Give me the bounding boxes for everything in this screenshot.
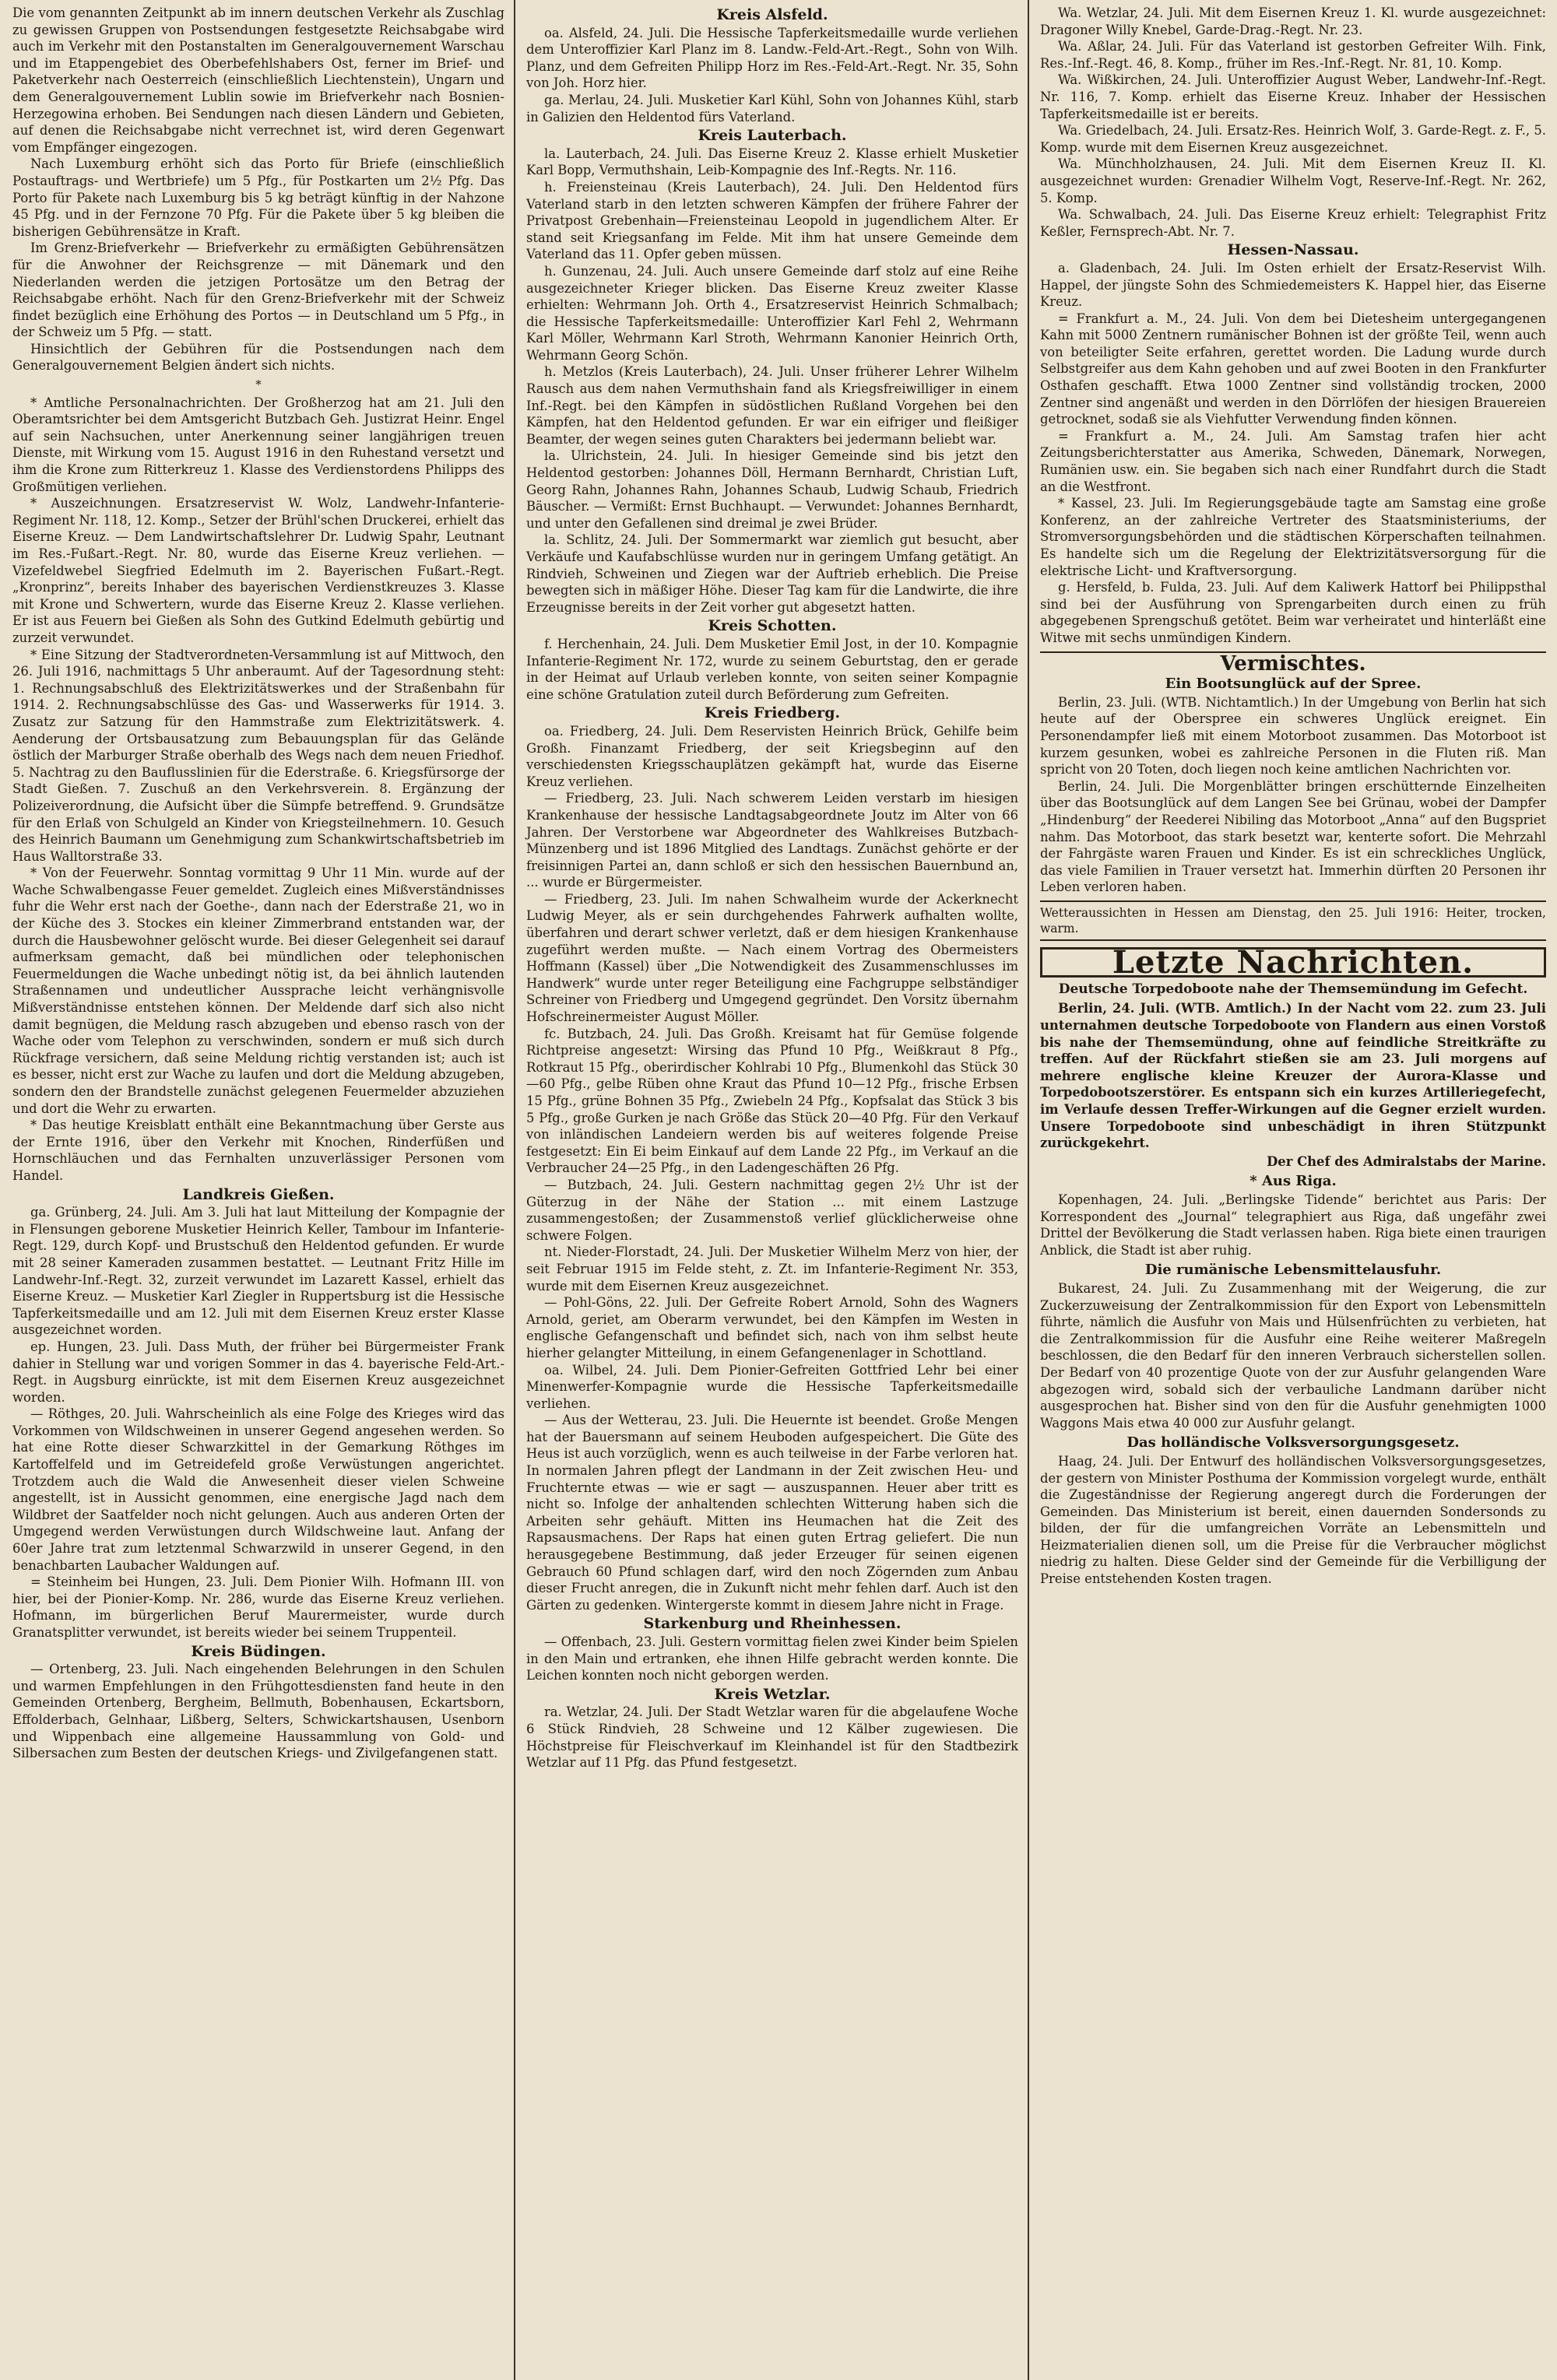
article-paragraph: Die vom genannten Zeitpunkt ab im innern deutschen Verkehr als Zuschlag zu gewissen Gruppen von Postsendungen festgesetzte Reichsabgabe wird auch im Verkehr mit den Postanstalten im Generalgouvernement Warschau und im Etappengebiet des Oberbefehlshabers Ost, ferner im Brief- und Paketverkehr nach Oesterreich (einschließlich Liechtenstein), Ungarn und dem Generalgouvernement Lublin sowie im Briefverkehr nach Bosnien-Herzegowina erhoben. Bei Sendungen nach diesen Ländern und Gebieten, auf denen die Reichsabgabe nicht verrechnet ist, wird deren Gegenwart vom Empfänger eingezogen.: [12, 5, 504, 155]
article-paragraph: a. Gladenbach, 24. Juli. Im Osten erhielt der Ersatz-Reservist Wilh. Happel, der jüngste Sohn des Schmiedemeisters K. Happel hier, das Eiserne Kreuz.: [1040, 260, 1546, 310]
column-rule: [1028, 0, 1029, 2380]
article-paragraph: h. Gunzenau, 24. Juli. Auch unsere Gemeinde darf stolz auf eine Reihe ausgezeichneter Krieger blicken. Das Eiserne Kreuz zweiter Klasse erhielten: Wehrmann Joh. Orth 4., Ersatzreservist Heinrich Schmalbach; die Hessische Tapferkeitsmedaille: Unteroffizier Karl Fehl 2, Wehrmann Karl Möller, Wehrmann Karl Stroth, Wehrmann Kanonier Heinrich Orth, Wehrmann Georg Schön.: [526, 263, 1018, 363]
column-2: [518, 0, 1026, 2380]
column-3: [1032, 0, 1552, 2380]
article-paragraph: la. Ulrichstein, 24. Juli. In hiesiger Gemeinde sind bis jetzt den Heldentod gestorben: Johannes Döll, Hermann Bernhardt, Christian Luft, Georg Rahn, Johannes Rahn, Johannes Schaub, Ludwig Schaub, Friedrich Bäuscher. — Vermißt: Ernst Buchhaupt. — Verwundet: Johannes Bernhardt, und unter den Gefallenen sind dreimal je zwei Brüder.: [526, 448, 1018, 531]
column-rule: [514, 0, 515, 2380]
article-paragraph: Bukarest, 24. Juli. Zu Zusammenhang mit der Weigerung, die zur Zuckerzuweisung der Zentralkommission für den Export von Lebensmitteln führte, nämlich die Ausfuhr von Mais und Hülsenfrüchten zu verbieten, hat die Zentralkommission für die Ausfuhr eine Reihe weiterer Maßregeln beschlossen, die den Bedarf für den inneren Verbrauch sicherstellen sollen. Der Bedarf von 40 prozentige Quote von der zur Ausfuhr gelangenden Ware abgezogen wird, sobald sich der verbauliche Landmann darüber nicht ausgesprochen hat. Bisher sind von den für die Ausfuhr genehmigten 1000 Waggons Mais etwa 40 000 zur Ausfuhr gelangt.: [1040, 1280, 1546, 1430]
article-paragraph: oa. Wilbel, 24. Juli. Dem Pionier-Gefreiten Gottfried Lehr bei einer Minenwerfer-Kompagnie wurde die Hessische Tapferkeitsmedaille verliehen.: [526, 1362, 1018, 1411]
article-paragraph: Haag, 24. Juli. Der Entwurf des holländischen Volksversorgungsgesetzes, der gestern von Minister Posthuma der Kommission vorgelegt wurde, enthält die Zugeständnisse der Regierung angeregt durch die Forderungen der Gemeinden. Das Ministerium ist bereit, einen dauernden Sondersonds zu bilden, der für die umfangreichen Vorräte an Lebensmitteln und Heizmaterialien dienen soll, um die Preise für die Verbraucher möglichst niedrig zu halten. Diese Gelder sind der Gemeinde für die Verbilligung der Preise entstehenden Kosten tragen.: [1040, 1453, 1546, 1587]
section-heading: Kreis Büdingen.: [191, 1642, 326, 1660]
article-paragraph: h. Metzlos (Kreis Lauterbach), 24. Juli. Unser früherer Lehrer Wilhelm Rausch aus dem nahen Vermuthshain fand als Kriegsfreiwilliger in einem Inf.-Regt. bei den Kämpfen in südöstlichen Rußland Vorgehen bei den Kämpfen, hat den Heldentod gefunden. Er war ein eifriger und fleißiger Beamter, der wegen seines guten Charakters bei jedermann beliebt war.: [526, 364, 1018, 447]
article-paragraph: oa. Alsfeld, 24. Juli. Die Hessische Tapferkeitsmedaille wurde verliehen dem Unteroffizier Karl Planz im 8. Landw.-Feld-Art.-Regt., Sohn von Wilh. Planz, und dem Gefreiten Philipp Horz im Res.-Feld-Art.-Regt. Nr. 35, Sohn von Joh. Horz hier.: [526, 25, 1018, 91]
subheading: * Aus Riga.: [1249, 1173, 1337, 1190]
article-paragraph: = Steinheim bei Hungen, 23. Juli. Dem Pionier Wilh. Hofmann III. von hier, bei der Pionier-Komp. Nr. 286, wurde das Eiserne Kreuz verliehen. Hofmann, im bürgerlichen Beruf Maurermeister, wurde durch Granatsplitter verwundet, ist bereits wieder bei seinem Truppenteil.: [12, 1574, 504, 1640]
latest-news-subheading: Deutsche Torpedoboote nahe der Themsemündung im Gefecht.: [1058, 981, 1528, 998]
article-paragraph: — Aus der Wetterau, 23. Juli. Die Heuernte ist beendet. Große Mengen hat der Bauersmann auf seinem Heuboden aufgespeichert. Die Güte des Heus ist auch vorzüglich, wenn es auch teilweise in der Farbe verloren hat. In normalen Jahren pflegt der Landmann in der Zeit zwischen Heu- und Fruchternte etwas — wie er sagt — auszuspannen. Heuer aber tritt es nicht so. Infolge der anhaltenden schlechten Witterung haben sich die Arbeiten sehr gehäuft. Mitten ins Heumachen hat die Zeit des Rapsausmachens. Der Raps hat einen guten Ertrag geliefert. Die nun herausgegebene Bestimmung, daß jeder Erzeuger für seinen eigenen Gebrauch 60 Pfund schlagen darf, wird den noch Zögernden zum Anbau dieser Frucht anregen, die in Zukunft nicht mehr fehlen darf. Auch ist den Gärten zu gedenken. Wintergerste kommt in diesem Jahre nicht in Frage.: [526, 1413, 1018, 1613]
section-heading: Kreis Friedberg.: [704, 704, 841, 722]
article-paragraph: nt. Nieder-Florstadt, 24. Juli. Der Musketier Wilhelm Merz von hier, der seit Februar 1915 im Felde steht, z. Zt. im Infanterie-Regiment Nr. 353, wurde mit dem Eisernen Kreuz ausgezeichnet.: [526, 1244, 1018, 1294]
article-paragraph: — Ortenberg, 23. Juli. Nach eingehenden Belehrungen in den Schulen und warmen Empfehlungen in den Frühgottesdiensten fand heute in den Gemeinden Ortenberg, Bergheim, Bellmuth, Bobenhausen, Eckartsborn, Effolderbach, Gelnhaar, Lißberg, Selters, Schwickartshausen, Usenborn und Wippenbach eine allgemeine Haussammlung von Gold- und Silbersachen zum Besten der deutschen Kriegs- und Zivilgefangenen statt.: [12, 1662, 504, 1761]
section-heading: Hessen-Nassau.: [1227, 241, 1359, 259]
article-paragraph: oa. Friedberg, 24. Juli. Dem Reservisten Heinrich Brück, Gehilfe beim Großh. Finanzamt Friedberg, der seit Kriegsbeginn auf den verschiedensten Kriegsschauplätzen gekämpft hat, wurde das Eiserne Kreuz verliehen.: [526, 723, 1018, 789]
article-paragraph: Berlin, 24. Juli. (WTB. Amtlich.) In der Nacht vom 22. zum 23. Juli unternahmen deutsche Torpedoboote von Flandern aus einen Vorstoß bis nahe der Themsemündung, ohne auf feindliche Streitkräfte zu treffen. Auf der Rückfahrt stießen sie am 23. Juli morgens auf mehrere englische kleine Kreuzer der Aurora-Klasse und Torpedobootszerstörer. Es entspann sich ein kurzes Artilleriegefecht, im Verlaufe dessen Treffer-Wirkungen auf die Gegner erzielt wurden. Unsere Torpedoboote sind unbeschädigt in ihren Stützpunkt zurückgekehrt.: [1040, 1001, 1546, 1151]
latest-news-title: Letzte Nachrichten.: [1040, 947, 1546, 978]
weather-forecast: Wetteraussichten in Hessen am Dienstag, den 25. Juli 1916: Heiter, trocken, warm.: [1040, 900, 1546, 941]
article-paragraph: Hinsichtlich der Gebühren für die Postsendungen nach dem Generalgouvernement Belgien ändert sich nichts.: [12, 341, 504, 374]
article-paragraph: Wa. Schwalbach, 24. Juli. Das Eiserne Kreuz erhielt: Telegraphist Fritz Keßler, Fernsprech-Abt. Nr. 7.: [1040, 207, 1546, 239]
article-paragraph: la. Schlitz, 24. Juli. Der Sommermarkt war ziemlich gut besucht, aber Verkäufe und Kaufabschlüsse wurden nur in geringem Umfang getätigt. An Rindvieh, Schweinen und Ziegen war der Auftrieb erheblich. Die Preise bewegten sich in mäßiger Höhe. Dieser Tag kam für die Landwirte, die ihre Erzeugnisse bereits in der Zeit vorher gut abgesetzt hatten.: [526, 532, 1018, 615]
article-paragraph: * Eine Sitzung der Stadtverordneten-Versammlung ist auf Mittwoch, den 26. Juli 1916, nachmittags 5 Uhr anberaumt. Auf der Tagesordnung steht: 1. Rechnungsabschluß des Elektrizitätswerkes und der Straßenbahn für 1914. 2. Rechnungsabschlüsse des Gas- und Wasserwerks für 1914. 3. Zusatz zur Satzung für den Hammstraße zum Elektrizitätswerk. 4. Aenderung der Ortsbausatzung zum Bebauungsplan für das Gelände östlich der Marburger Straße oberhalb des Wegs nach dem neuen Friedhof. 5. Nachtrag zu den Bauflusslinien für die Ederstraße. 6. Kriegsfürsorge der Stadt Gießen. 7. Zuschuß an den Verkehrsverein. 8. Ergänzung der Polizeiverordnung, die Aufsicht über die Sümpfe betreffend. 9. Grundsätze für den Erlaß von Schulgeld an Kinder von Kriegsteilnehmern. 10. Gesuch des Heinrich Baumann um Genehmigung zum Schankwirtschaftsbetrieb im Haus Walltorstraße 33.: [12, 647, 504, 864]
article-paragraph: la. Lauterbach, 24. Juli. Das Eiserne Kreuz 2. Klasse erhielt Musketier Karl Bopp, Vermuthshain, Leib-Kompagnie des Inf.-Regts. Nr. 116.: [526, 146, 1018, 178]
separator-star: *: [255, 377, 262, 392]
article-paragraph: f. Herchenhain, 24. Juli. Dem Musketier Emil Jost, in der 10. Kompagnie Infanterie-Regiment Nr. 172, wurde zu seinem Geburtstag, den er gerade in der Heimat auf Urlaub verleben konnte, von seiten seiner Kompagnie eine schöne Gratulation zuteil durch Beförderung zum Gefreiten.: [526, 636, 1018, 702]
article-paragraph: fc. Butzbach, 24. Juli. Das Großh. Kreisamt hat für Gemüse folgende Richtpreise angesetzt: Wirsing das Pfund 10 Pfg., Weißkraut 8 Pfg., Rotkraut 15 Pfg., oberirdischer Kohlrabi 10 Pfg., Blumenkohl das Stück 30—60 Pfg., gelbe Rüben ohne Kraut das Pfund 10—12 Pfg., frische Erbsen 15 Pfg., grüne Bohnen 35 Pfg., Zwiebeln 24 Pfg., Kopfsalat das Stück 3 bis 5 Pfg., große Gurken je nach Größe das Stück 20—40 Pfg. Für den Verkauf von inländischen Landeiern werden bis auf weiteres folgende Preise festgesetzt: Ein Ei beim Einkauf auf dem Lande 22 Pfg., im Verkauf an die Verbraucher 24—25 Pfg., in den Ladengeschäften 26 Pfg.: [526, 1026, 1018, 1176]
article-paragraph: h. Freiensteinau (Kreis Lauterbach), 24. Juli. Den Heldentod fürs Vaterland starb in den letzten schweren Kämpfen der frühere Fahrer der Privatpost Grebenhain—Freiensteinau Leopold in jugendlichem Alter. Er stand seit Kriegsanfang im Felde. Mit ihm hat unsere Gemeinde dem Vaterland das 11. Opfer geben müssen.: [526, 179, 1018, 262]
section-heading: Landkreis Gießen.: [182, 1185, 335, 1203]
subheading: Das holländische Volksversorgungsgesetz.: [1126, 1434, 1460, 1452]
section-heading-vermischtes: Vermischtes.: [1220, 651, 1366, 676]
article-paragraph: — Pohl-Göns, 22. Juli. Der Gefreite Robert Arnold, Sohn des Wagners Arnold, geriet, am Oberarm verwundet, bei den Kämpfen im Westen in englische Gefangenschaft und befindet sich, nach von ihm selbst heute hierher gelangter Mitteilung, in einem Gefangenenlager in Schottland.: [526, 1295, 1018, 1360]
article-paragraph: Wa. Wißkirchen, 24. Juli. Unteroffizier August Weber, Landwehr-Inf.-Regt. Nr. 116, 7. Komp. erhielt das Eiserne Kreuz. Inhaber der Hessischen Tapferkeitsmedaille ist er bereits.: [1040, 72, 1546, 121]
article-paragraph: ep. Hungen, 23. Juli. Dass Muth, der früher bei Bürgermeister Frank dahier in Stellung war und vorigen Sommer in das 4. bayerische Feld-Art.-Regt. in Augsburg einrückte, ist mit dem Eisernen Kreuz ausgezeichnet worden.: [12, 1339, 504, 1405]
article-paragraph: = Frankfurt a. M., 24. Juli. Von dem bei Dietesheim untergegangenen Kahn mit 5000 Zentnern rumänischer Bohnen ist der größte Teil, wenn auch von beteiligter Seite erfahren, gerettet worden. Die Ladung wurde durch Selbstgreifer aus dem Kahn gehoben und auf zwei Booten in den Frankfurter Osthafen geschafft. Etwa 1000 Zentner sind vollständig trocken, 2000 Zentner sind angenäßt und werden in den Dörrlöfen der hiesigen Brauereien getrocknet, sodaß sie als Viehfutter Verwendung finden können.: [1040, 311, 1546, 427]
article-paragraph: Wa. Wetzlar, 24. Juli. Mit dem Eisernen Kreuz 1. Kl. wurde ausgezeichnet: Dragoner Willy Knebel, Garde-Drag.-Regt. Nr. 23.: [1040, 5, 1546, 37]
section-heading: Kreis Alsfeld.: [716, 6, 828, 23]
article-paragraph: ga. Merlau, 24. Juli. Musketier Karl Kühl, Sohn von Johannes Kühl, starb in Galizien den Heldentod fürs Vaterland.: [526, 92, 1018, 125]
article-paragraph: Berlin, 23. Juli. (WTB. Nichtamtlich.) In der Umgebung von Berlin hat sich heute auf der Oberspree ein schweres Unglück ereignet. Ein Personendampfer ließ mit einem Motorboot zusammen. Das Motorboot ist kurzem gesunken, wobei es zahlreiche Personen in die Fluten riß. Man spricht von 20 Toten, doch liegen noch keine amtlichen Nachrichten vor.: [1040, 694, 1546, 778]
article-paragraph: — Friedberg, 23. Juli. Im nahen Schwalheim wurde der Ackerknecht Ludwig Meyer, als er sein durchgehendes Fahrwerk aufhalten wollte, überfahren und derart schwer verletzt, daß er dem hiesigen Krankenhause zugeführt werden mußte. — Nach einem Vortrag des Obermeisters Hoffmann (Kassel) über „Die Notwendigkeit des Zusammenschlusses im Handwerk“ wurde unter reger Beteiligung eine Fachgruppe selbständiger Schreiner von Friedberg und Umgegend gegründet. Den Vorsitz übernahm Hofschreinermeister August Möller.: [526, 891, 1018, 1025]
article-paragraph: Wa. Griedelbach, 24. Juli. Ersatz-Res. Heinrich Wolf, 3. Garde-Regt. z. F., 5. Komp. wurde mit dem Eisernen Kreuz ausgezeichnet.: [1040, 123, 1546, 155]
section-heading: Kreis Schotten.: [708, 617, 837, 635]
article-paragraph: ra. Wetzlar, 24. Juli. Der Stadt Wetzlar waren für die abgelaufene Woche 6 Stück Rindvieh, 28 Schweine und 12 Kälber zugewiesen. Die Höchstpreise für Fleischverkauf im Kleinhandel ist für den Stadtbezirk Wetzlar auf 11 Pfg. das Pfund festgesetzt.: [526, 1704, 1018, 1771]
column-1: [6, 0, 512, 2380]
article-paragraph: Im Grenz-Briefverkehr — Briefverkehr zu ermäßigten Gebührensätzen für die Anwohner der Reichsgrenze — mit Dänemark und den Niederlanden werden die jetzigen Portosätze um den Betrag der Reichsabgabe erhöht. Nach für den Grenz-Briefverkehr mit der Schweiz findet bezüglich eine Erhöhung des Portos — in Deutschland um 5 Pfg., in der Schweiz um 5 Pfg. — statt.: [12, 240, 504, 340]
section-heading: Kreis Wetzlar.: [714, 1685, 831, 1703]
article-paragraph: * Von der Feuerwehr. Sonntag vormittag 9 Uhr 11 Min. wurde auf der Wache Schwalbengasse Feuer gemeldet. Zugleich eines Mißverständnisses fuhr die Wehr erst nach der Goethe-, dann nach der Ederstraße 21, wo in der Küche des 3. Stockes ein kleiner Zimmerbrand entstanden war, der durch die Hausbewohner gelöscht wurde. Bei dieser Gelegenheit sei darauf aufmerksam gemacht, daß bei mündlichen oder telephonischen Feuermeldungen die Wache unbedingt nötig ist, da bei ähnlich lautenden Straßennamen und undeutlicher Aussprache leicht verhängnisvolle Mißverständnisse entstehen können. Der Meldende darf sich also nicht damit begnügen, die Meldung rasch abzugeben und ebenso rasch von der Wache oder vom Telephon zu verschwinden, sondern er muß sich durch Rückfrage versichern, daß seine Meldung richtig verstanden ist; auch ist es besser, nicht erst zur Wache zu laufen und dort die Meldung abzugeben, sondern den der Brandstelle zunächst gelegenen Feuermelder abzuziehen und dort die Wehr zu erwarten.: [12, 865, 504, 1116]
subheading: Die rumänische Lebensmittelausfuhr.: [1144, 1262, 1442, 1279]
article-paragraph: Wa. Münchholzhausen, 24. Juli. Mit dem Eisernen Kreuz II. Kl. ausgezeichnet wurden: Grenadier Wilhelm Vogt, Reserve-Inf.-Regt. Nr. 262, 5. Komp.: [1040, 156, 1546, 205]
article-paragraph: — Röthges, 20. Juli. Wahrscheinlich als eine Folge des Krieges wird das Vorkommen von Wildschweinen in unserer Gegend angesehen werden. So hat eine Rotte dieser Schwarzkittel in der Gemarkung Röthges im Kartoffelfeld und im Getreidefeld große Verwüstungen angerichtet. Trotzdem auch die Wald die Anwesenheit dieser vielen Schweine angestellt, ist in Aussicht genommen, eine energische Jagd nach dem Wildbret der Saatfelder noch nicht gelungen. Auch aus anderen Orten der Umgegend werden Verwüstungen durch Wildschweine laut. Anfang der 60er Jahre trat zum letztenmal Schwarzwild in unserer Gegend, in den benachbarten Laubacher Waldungen auf.: [12, 1406, 504, 1573]
article-paragraph: Kopenhagen, 24. Juli. „Berlingske Tidende“ berichtet aus Paris: Der Korrespondent des „Journal“ telegraphiert aus Riga, daß ungefähr zwei Drittel der Bevölkerung die Stadt verlassen haben. Riga biete einen traurigen Anblick, die Stadt ist aber ruhig.: [1040, 1192, 1546, 1258]
article-paragraph: Nach Luxemburg erhöht sich das Porto für Briefe (einschließlich Postauftrags- und Wertbriefe) um 5 Pfg., für Postkarten um 2½ Pfg. Das Porto für Pakete nach Luxemburg bis 5 kg beträgt künftig in der Nahzone 45 Pfg. und in der Fernzone 70 Pfg. Für die Pakete über 5 kg bleiben die bisherigen Gebührensätze in Kraft.: [12, 156, 504, 239]
article-paragraph: — Offenbach, 23. Juli. Gestern vormittag fielen zwei Kinder beim Spielen in den Main und ertranken, ehe ihnen Hilfe gebracht werden konnte. Die Leichen konnten noch nicht geborgen werden.: [526, 1634, 1018, 1683]
article-paragraph: * Das heutige Kreisblatt enthält eine Bekanntmachung über Gerste aus der Ernte 1916, über den Verkehr mit Knochen, Rinderfüßen und Hornschläuchen und das Fernhalten unzuverlässiger Personen vom Handel.: [12, 1118, 504, 1183]
article-paragraph: — Butzbach, 24. Juli. Gestern nachmittag gegen 2½ Uhr ist der Güterzug in der Nähe der Station ... mit einem Lastzuge zusammengestoßen; der Zusammenstoß verlief glücklicherweise ohne schwere Folgen.: [526, 1177, 1018, 1243]
signature-line: Der Chef des Admiralstabs der Marine.: [1267, 1153, 1546, 1169]
section-heading: Starkenburg und Rheinhessen.: [643, 1615, 902, 1633]
article-paragraph: ga. Grünberg, 24. Juli. Am 3. Juli hat laut Mitteilung der Kompagnie der in Flensungen geborene Musketier Heinrich Keller, Tambour im Infanterie-Regt. 129, durch Kopf- und Brustschuß den Heldentod gefunden. Er wurde mit 28 seiner Kameraden zusammen bestattet. — Leutnant Fritz Hille im Landwehr-Inf.-Regt. 32, zurzeit verwundet im Lazarett Kassel, erhielt das Eiserne Kreuz. — Musketier Karl Ziegler in Ruppertsburg ist die Hessische Tapferkeitsmedaille und am 12. Juli mit dem Eisernen Kreuz erster Klasse ausgezeichnet worden.: [12, 1205, 504, 1338]
article-paragraph: — Friedberg, 23. Juli. Nach schwerem Leiden verstarb im hiesigen Krankenhause der hessische Landtagsabgeordnete Joutz im Alter von 66 Jahren. Der Verstorbene war Abgeordneter des Wahlkreises Butzbach-Münzenberg und ist 1896 Mitglied des Landtags. Zunächst gehörte er der freisinnigen Partei an, dann schloß er sich den hessischen Bauernbund an, ... wurde er Bürgermeister.: [526, 791, 1018, 890]
article-paragraph: * Kassel, 23. Juli. Im Regierungsgebäude tagte am Samstag eine große Konferenz, an der zahlreiche Vertreter des Staatsministeriums, der Stromversorgungsbehörden und die städtischen Körperschaften teilnahmen. Es handelte sich um die Regelung der Elektrizitätsversorgung für die elektrische Licht- und Kraftversorgung.: [1040, 496, 1546, 578]
article-paragraph: Wa. Aßlar, 24. Juli. Für das Vaterland ist gestorben Gefreiter Wilh. Fink, Res.-Inf.-Regt. 46, 8. Komp., früher im Res.-Inf.-Regt. Nr. 81, 10. Komp.: [1040, 39, 1546, 71]
article-paragraph: * Amtliche Personalnachrichten. Der Großherzog hat am 21. Juli den Oberamtsrichter bei dem Amtsgericht Butzbach Geh. Justizrat Heinr. Engel auf sein Nachsuchen, unter Anerkennung seiner langjährigen treuen Dienste, mit Wirkung vom 15. August 1916 in den Ruhestand versetzt und ihm die Krone zum Ritterkreuz 1. Klasse des Verdienstordens Philipps des Großmütigen verliehen.: [12, 395, 504, 494]
article-paragraph: = Frankfurt a. M., 24. Juli. Am Samstag trafen hier acht Zeitungsberichterstatter aus Amerika, Schweden, Dänemark, Norwegen, Rumänien usw. ein. Sie begaben sich nach einer Rundfahrt durch die Stadt an die Westfront.: [1040, 428, 1546, 494]
subheading: Ein Bootsunglück auf der Spree.: [1165, 676, 1422, 693]
article-paragraph: * Auszeichnungen. Ersatzreservist W. Wolz, Landwehr-Infanterie-Regiment Nr. 118, 12. Komp., Setzer der Brühl'schen Druckerei, erhielt das Eiserne Kreuz. — Dem Landwirtschaftslehrer Dr. Ludwig Spahr, Leutnant im Res.-Fußart.-Regt. Nr. 80, wurde das Eiserne Kreuz verliehen. — Vizefeldwebel Siegfried Edelmuth im 2. Bayerischen Fußart.-Regt. „Kronprinz“, bereits Inhaber des bayerischen Verdienstkreuzes 3. Klasse mit Krone und Schwertern, wurde das Eiserne Kreuz 2. Klasse verliehen. Er ist aus Feuern bei Gießen als Sohn des Gutkind Edelmuth gebürtig und zurzeit verwundet.: [12, 496, 504, 645]
article-paragraph: Berlin, 24. Juli. Die Morgenblätter bringen erschütternde Einzelheiten über das Bootsunglück auf dem Langen See bei Grünau, wobei der Dampfer „Hindenburg“ der Reederei Nibiling das Motorboot „Anna“ auf den Bugspriet nahm. Das Motorboot, das stark besetzt war, kenterte sofort. Die Mehrzahl der Fahrgäste waren Frauen und Kinder. Es ist ein schreckliches Unglück, das viele Familien in Trauer versetzt hat. Immerhin dürften 20 Personen ihr Leben verloren haben.: [1040, 778, 1546, 895]
section-heading: Kreis Lauterbach.: [698, 127, 847, 145]
article-paragraph: g. Hersfeld, b. Fulda, 23. Juli. Auf dem Kaliwerk Hattorf bei Philippsthal sind bei der Ausführung von Sprengarbeiten durch einen zu früh abgegebenen Sprengschuß getötet. Beim war verheiratet und hinterläßt eine Witwe mit sechs unmündigen Kindern.: [1040, 580, 1546, 645]
